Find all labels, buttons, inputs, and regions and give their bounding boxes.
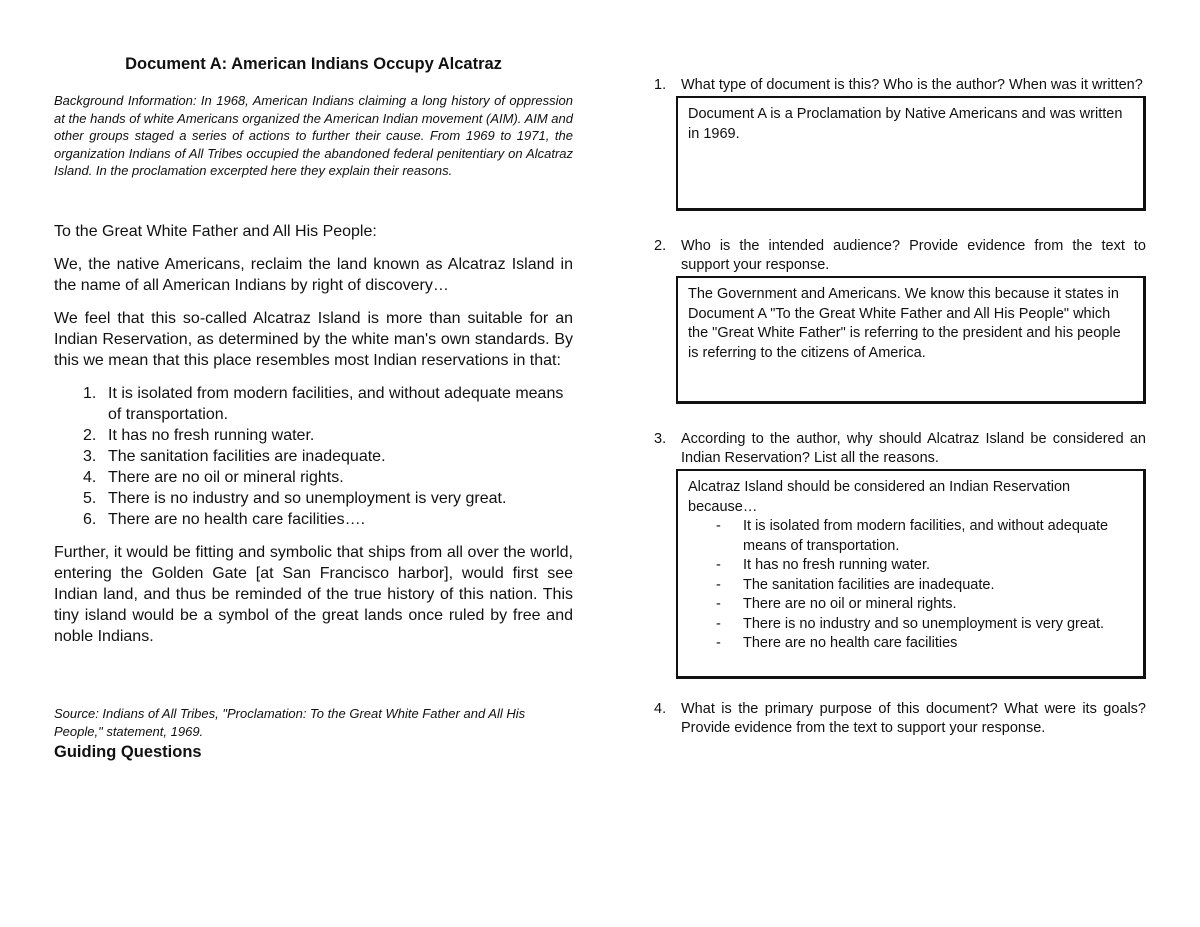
question-2: 2. Who is the intended audience? Provide evidence from the text to support your response. xyxy=(654,238,1146,273)
reasons-list xyxy=(54,383,573,530)
answer-2-box[interactable]: The Government and Americans. We know this because it states in Document A "To the Great White Father and All His People" which the "Great White Father" is referring to the president and his people is referring to the citizens of America. xyxy=(676,276,1146,404)
guiding-questions-heading: Guiding Questions xyxy=(54,743,202,762)
question-4: 4. What is the primary purpose of this document? What were its goals? Provide evidence from the text to support your response. xyxy=(654,701,1146,736)
question-3-text: According to the author, why should Alcatraz Island be considered an Indian Reservation? List all the reasons. xyxy=(681,431,1146,466)
document-a-column xyxy=(54,55,573,762)
answer-3-box[interactable] xyxy=(676,469,1146,679)
proclamation-paragraph-1: We, the native Americans, reclaim the land known as Alcatraz Island in the name of all American Indians by right of discovery… xyxy=(54,255,573,294)
answer-3-intro: Alcatraz Island should be considered an Indian Reservation because… xyxy=(688,479,1071,515)
document-title: Document A: American Indians Occupy Alcatraz xyxy=(125,55,502,73)
proclamation-paragraph-2: We feel that this so-called Alcatraz Island is more than suitable for an Indian Reservation, as determined by the white man's own standards. By this we mean that this place resembles most Indian reservations in that: xyxy=(54,309,573,369)
question-2-text: Who is the intended audience? Provide evidence from the text to support your response. xyxy=(681,238,1146,273)
answer-1-box[interactable]: Document A is a Proclamation by Native Americans and was written in 1969. xyxy=(676,96,1146,211)
question-1-text: What type of document is this? Who is the author? When was it written? xyxy=(681,77,1143,93)
questions-column xyxy=(654,76,1146,738)
proclamation-paragraph-3: Further, it would be fitting and symbolic that ships from all over the world, entering the Golden Gate [at San Francisco harbor], would first see Indian land, and thus be reminded of the true history of this nation. This tiny island would be a symbol of the great lands once ruled by free and noble Indians. xyxy=(54,543,573,645)
salutation: To the Great White Father and All His People: xyxy=(54,222,377,240)
question-3: 3. According to the author, why should Alcatraz Island be considered an Indian Reservation? List all the reasons. xyxy=(654,431,1146,466)
list-item: - It has no fresh running water. xyxy=(716,557,930,573)
list-item: 3. The sanitation facilities are inadequate. xyxy=(83,447,386,465)
list-item: 6. There are no health care facilities…. xyxy=(83,510,366,528)
background-information: Background Information: In 1968, American Indians claiming a long history of oppression at the hands of white Americans organized the American Indian movement (AIM). AIM and other groups staged a series of actions to further their cause. From 1969 to 1971, the organization Indians of All Tribes occupied the abandoned federal penitentiary on Alcatraz Island. In the proclamation excerpted here they explain their reasons. xyxy=(54,93,573,179)
question-4-text: What is the primary purpose of this document? What were its goals? Provide evidence from the text to support your response. xyxy=(681,701,1146,736)
list-item: - There are no oil or mineral rights. xyxy=(716,596,957,612)
source-citation: Source: Indians of All Tribes, "Proclamation: To the Great White Father and All His People," statement, 1969. xyxy=(54,705,526,739)
list-item: - The sanitation facilities are inadequate. xyxy=(716,576,995,593)
list-item: 1. It is isolated from modern facilities, and without adequate means of transportation. xyxy=(83,384,564,423)
list-item: 5. There is no industry and so unemployment is very great. xyxy=(83,489,507,507)
answer-3-list xyxy=(688,517,1133,654)
question-1: 1. What type of document is this? Who is the author? When was it written? xyxy=(654,77,1143,93)
list-item: - There is no industry and so unemployment is very great. xyxy=(716,615,1105,632)
list-item: - There are no health care facilities xyxy=(716,635,958,651)
list-item: - It is isolated from modern facilities, and without adequate means of transportation. xyxy=(716,518,1109,554)
list-item: 2. It has no fresh running water. xyxy=(83,426,315,444)
list-item: 4. There are no oil or mineral rights. xyxy=(83,468,344,486)
